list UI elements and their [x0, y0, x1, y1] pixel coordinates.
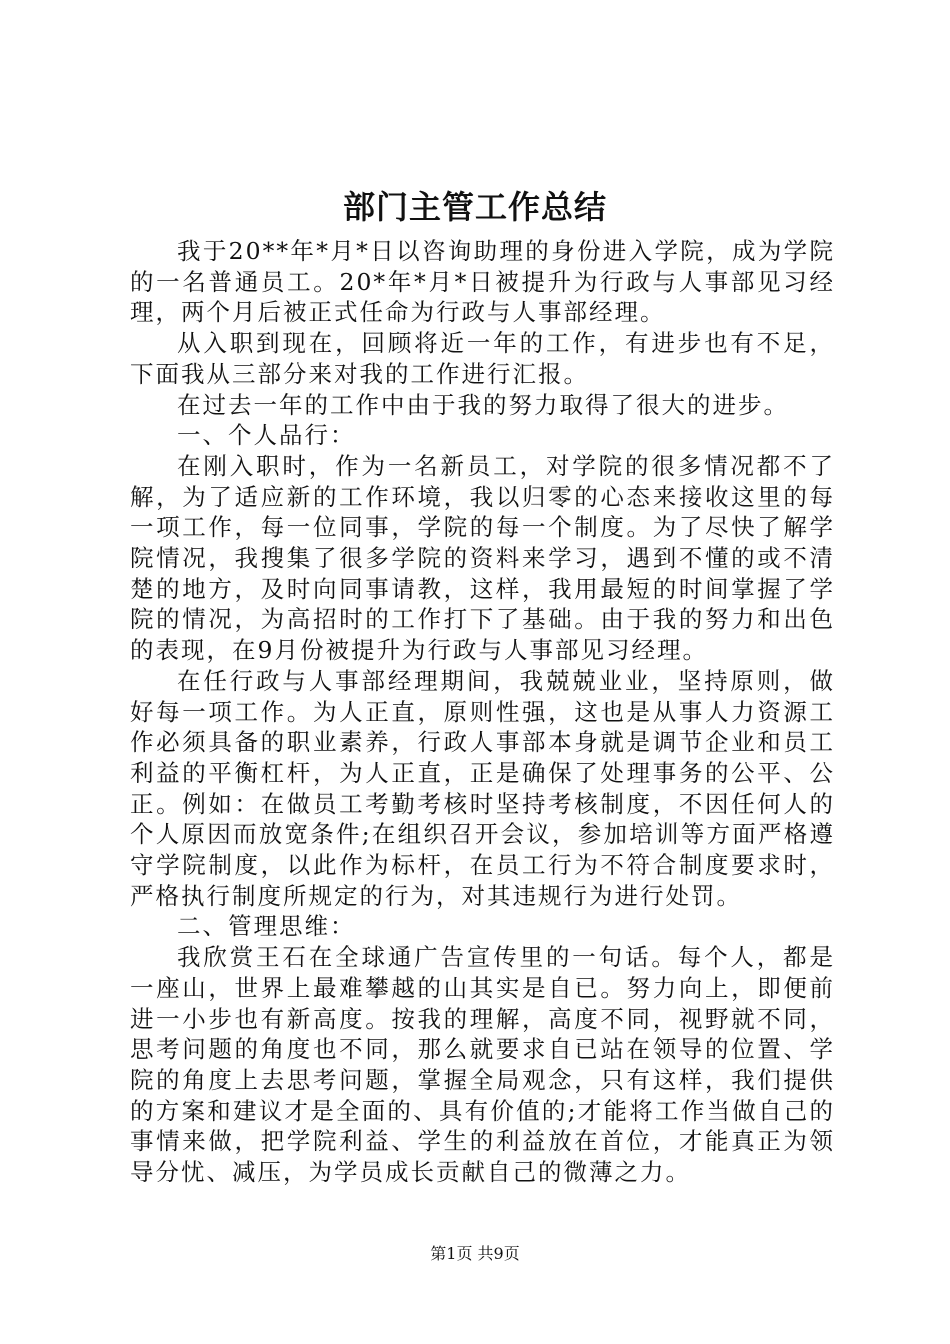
section-heading: 二、管理思维： [177, 912, 356, 941]
document-title: 部门主管工作总结 [342, 188, 607, 226]
paragraph: 在过去一年的工作中由于我的努力取得了很大的进步。 [177, 390, 789, 419]
paragraph: 在刚入职时，作为一名新员工，对学院的很多情况都不了解，为了适应新的工作环境，我以归零的心态来接收这里的每一项工作，每一位同事，学院的每一个制度。为了尽快了解学院情况，我搜集了很多学院的资料来学习，遇到不懂的或不清楚的地方，及时向同事请教，这样，我用最短的时间掌握了学院的情况，为高招时的工作打下了基础。由于我的努力和出色的表现，在9月份被提升为行政与人事部见习经理。 [130, 451, 835, 665]
section-heading: 一、个人品行： [177, 421, 356, 450]
paragraph: 从入职到现在，回顾将近一年的工作，有进步也有不足，下面我从三部分来对我的工作进行汇报。 [130, 329, 835, 388]
page-footer: 第1页 共9页 [430, 1244, 520, 1263]
paragraph: 我于20**年*月*日以咨询助理的身份进入学院，成为学院的一名普通员工。20*年*月*日被提升为行政与人事部见习经理，两个月后被正式任命为行政与人事部经理。 [130, 237, 835, 327]
paragraph: 在任行政与人事部经理期间，我兢兢业业，坚持原则，做好每一项工作。为人正直，原则性强，这也是从事人力资源工作必须具备的职业素养，行政人事部本身就是调节企业和员工利益的平衡杠杆，为人正直，正是确保了处理事务的公平、公正。例如：在做员工考勤考核时坚持考核制度，不因任何人的个人原因而放宽条件;在组织召开会议，参加培训等方面严格遵守学院制度，以此作为标杆，在员工行为不符合制度要求时，严格执行制度所规定的行为，对其违规行为进行处罚。 [130, 666, 835, 910]
document-body [130, 236, 835, 1188]
paragraph: 我欣赏王石在全球通广告宣传里的一句话。每个人，都是一座山，世界上最难攀越的山其实是自已。努力向上，即便前进一小步也有新高度。按我的理解，高度不同，视野就不同，思考问题的角度也不同，那么就要求自已站在领导的位置、学院的角度上去思考问题，掌握全局观念，只有这样，我们提供的方案和建议才是全面的、具有价值的;才能将工作当做自己的事情来做，把学院利益、学生的利益放在首位，才能真正为领导分忧、减压，为学员成长贡献自己的微薄之力。 [130, 943, 835, 1187]
